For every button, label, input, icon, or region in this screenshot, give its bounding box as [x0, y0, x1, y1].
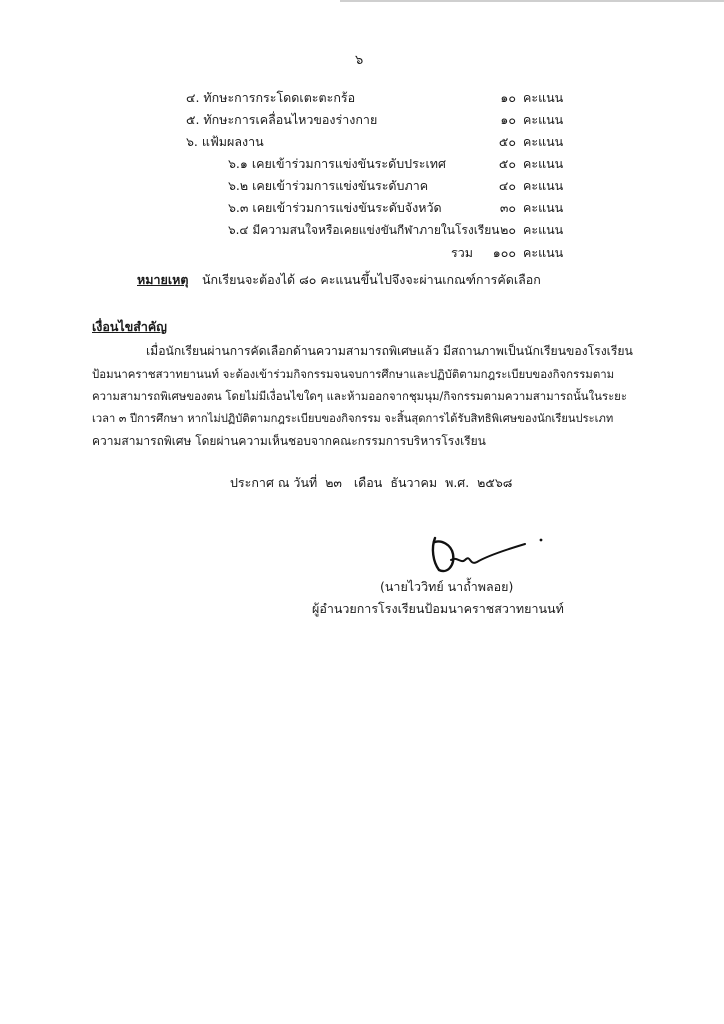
sub-criterion-score: ๔๐ — [498, 178, 516, 193]
sub-criterion-unit: คะแนน — [523, 178, 564, 193]
sub-criterion-label: ๖.๒ เคยเข้าร่วมการแข่งขันระดับภาค — [228, 178, 429, 193]
criterion-unit: คะแนน — [523, 90, 564, 105]
conditions-line: ความสามารถพิเศษของตน โดยไม่มีเงื่อนไขใดๆ และห้ามออกจากชุมนุม/กิจกรรมตามความสามารถนั้นในระยะ — [92, 389, 627, 403]
criterion-score: ๕๐ — [498, 134, 516, 149]
announcement-year-label: พ.ศ. — [445, 475, 470, 490]
announcement-month: ธันวาคม — [390, 475, 438, 490]
criterion-label: ๔. ทักษะการกระโดดเตะตะกร้อ — [186, 90, 356, 105]
note-text: นักเรียนจะต้องได้ ๘๐ คะแนนขึ้นไปจึงจะผ่านเกณฑ์การคัดเลือก — [202, 272, 541, 287]
sub-criterion-score: ๓๐ — [499, 200, 516, 215]
criterion-unit: คะแนน — [523, 134, 564, 149]
note-label: หมายเหตุ — [137, 272, 189, 287]
criterion-label: ๖. แฟ้มผลงาน — [186, 134, 264, 149]
page-number: ๖ — [355, 53, 364, 68]
sub-criterion-unit: คะแนน — [523, 156, 564, 171]
announcement-month-label: เดือน — [353, 475, 383, 490]
total-unit: คะแนน — [523, 245, 564, 260]
sub-criterion-label: ๖.๔ มีความสนใจหรือเคยแข่งขันกีฬาภายในโรงเรียน — [228, 223, 500, 237]
conditions-heading: เงื่อนไขสำคัญ — [92, 319, 167, 334]
scan-edge-line — [340, 0, 724, 2]
sub-criterion-score: ๕๐ — [498, 156, 516, 171]
conditions-line: ป้อมนาคราชสวาทยานนท์ จะต้องเข้าร่วมกิจกรรมจนจบการศึกษาและปฏิบัติตามกฎระเบียบของกิจกรรมตาม — [92, 366, 615, 381]
announcement-date — [230, 474, 512, 492]
handwritten-signature — [425, 530, 555, 580]
sub-criterion-label: ๖.๑ เคยเข้าร่วมการแข่งขันระดับประเทศ — [228, 156, 446, 171]
signatory-name: (นายไววิทย์ นาถ้ำพลอย) — [380, 579, 514, 594]
announcement-year: ๒๕๖๘ — [477, 475, 513, 490]
conditions-line: เมื่อนักเรียนผ่านการคัดเลือกด้านความสามารถพิเศษแล้ว มีสถานภาพเป็นนักเรียนของโรงเรียน — [146, 344, 633, 358]
sub-criterion-score: ๒๐ — [500, 222, 516, 237]
conditions-paragraph — [92, 340, 682, 453]
sub-criterion-label: ๖.๓ เคยเข้าร่วมการแข่งขันระดับจังหวัด — [228, 200, 442, 215]
total-score: ๑๐๐ — [492, 245, 516, 260]
conditions-line: ความสามารถพิเศษ โดยผ่านความเห็นชอบจากคณะกรรมการบริหารโรงเรียน — [92, 434, 486, 448]
sub-criterion-unit: คะแนน — [523, 200, 564, 215]
criterion-label: ๕. ทักษะการเคลื่อนไหวของร่างกาย — [186, 112, 378, 127]
total-label: รวม — [451, 245, 473, 260]
announcement-day: ๒๓ — [325, 475, 342, 490]
criterion-score: ๑๐ — [500, 112, 516, 127]
criterion-score: ๑๐ — [500, 90, 516, 105]
criterion-unit: คะแนน — [523, 112, 564, 127]
announcement-prefix: ประกาศ ณ วันที่ — [230, 475, 318, 490]
conditions-line: เวลา ๓ ปีการศึกษา หากไม่ปฏิบัติตามกฎระเบียบของกิจกรรม จะสิ้นสุดการได้รับสิทธิพิเศษของนักเรียนประเภท — [92, 411, 614, 425]
signatory-position: ผู้อำนวยการโรงเรียนป้อมนาคราชสวาทยานนท์ — [312, 601, 564, 616]
sub-criterion-unit: คะแนน — [523, 222, 564, 237]
